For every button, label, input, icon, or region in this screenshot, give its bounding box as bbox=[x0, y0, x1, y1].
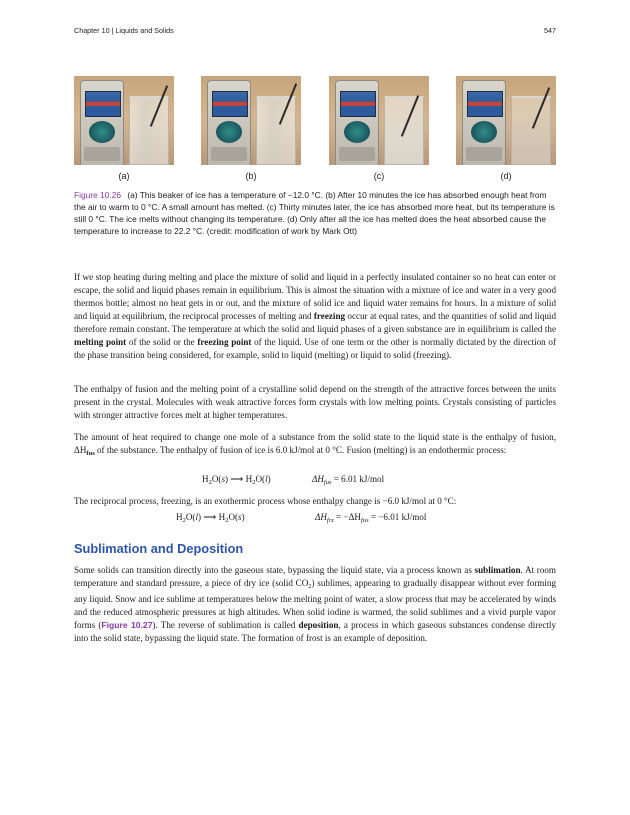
photo-panel-c bbox=[329, 76, 429, 165]
figure-caption-label: Figure 10.26 bbox=[74, 190, 122, 200]
reaction-arrow: ⟶ bbox=[203, 512, 217, 522]
term-sublimation: sublimation bbox=[474, 565, 521, 575]
temperature-meter bbox=[462, 80, 506, 165]
panel-label-b: (b) bbox=[245, 171, 257, 181]
term-freezing-point: freezing point bbox=[197, 337, 252, 347]
panel-label-a: (a) bbox=[118, 171, 130, 181]
paragraph-heat-required: The amount of heat required to change one mole of a substance from the solid state to the liquid state is the enthalpy of fusion, $\Delta H_{fus}$ of the substance. The enthalpy of fusion of ice is 6.0 kJ/mol at 0 °C. Fusion (melting) is an endothermic process: bbox=[74, 432, 556, 457]
beaker-ice bbox=[256, 96, 296, 165]
temperature-meter bbox=[207, 80, 251, 165]
paragraph-enthalpy-fusion: The enthalpy of fusion and the melting point of a crystalline solid depend on the strength of the attractive forces between the units present in the crystal. Molecules with weak attractive forces form crystals with low melting points. Crystals consisting of particles with stronger attractive forces melt at higher temperatures. bbox=[74, 384, 556, 420]
page-header bbox=[74, 26, 556, 35]
figure-link[interactable]: Figure 10.27 bbox=[101, 620, 153, 630]
temperature-meter bbox=[335, 80, 379, 165]
equation-freezing-enthalpy: $\Delta H_{frz} = -\Delta H_{fus} = -6.01$ kJ/mol bbox=[315, 512, 427, 524]
paragraph-freezing: The reciprocal process, freezing, is an exothermic process whose enthalpy change is −6.0 kJ/mol at 0 °C: bbox=[74, 496, 457, 506]
chapter-title: Chapter 10 | Liquids and Solids bbox=[74, 26, 174, 35]
page-number: 547 bbox=[544, 26, 556, 35]
paragraph-sublimation: Some solids can transition directly into the gaseous state, bypassing the liquid state, via a process known as sublimation. At room temperature and standard pressure, a piece of dry ice (solid $CO_2$) sublimes, appearing to gradually disappear without ever forming any liquid. Snow and ice sublime at temperatures below the melting point of water, a slow process that may be accelerated by winds and the reduced atmospheric pressures at high altitudes. When solid iodine is warmed, the solid sublimes and a vivid purple vapor forms (Figure 10.27). The reverse of sublimation is called deposition, a process in which gaseous substances condense directly into the solid state, bypassing the liquid state. The formation of frost is an example of deposition. bbox=[74, 565, 556, 643]
term-freezing: freezing bbox=[313, 311, 346, 321]
figure-photos bbox=[74, 76, 556, 166]
panel-label-c: (c) bbox=[373, 171, 385, 181]
reaction-arrow: ⟶ bbox=[230, 474, 244, 484]
photo-panel-a bbox=[74, 76, 174, 165]
figure-caption bbox=[74, 189, 556, 237]
photo-panel-b bbox=[201, 76, 301, 165]
temperature-meter bbox=[80, 80, 124, 165]
term-melting-point: melting point bbox=[74, 337, 127, 347]
panel-label-d: (d) bbox=[500, 171, 512, 181]
beaker-ice bbox=[129, 96, 169, 165]
photo-panel-d bbox=[456, 76, 556, 165]
term-deposition: deposition bbox=[298, 620, 339, 630]
equation-fusion-enthalpy: $\Delta H_{fus} = 6.01$ kJ/mol bbox=[312, 474, 385, 486]
beaker-water bbox=[511, 96, 551, 165]
paragraph-equilibrium: If we stop heating during melting and place the mixture of solid and liquid in a perfectly insulated container so no heat can enter or escape, the solid and liquid phases remain in equilibrium. This is almost the situation with a mixture of ice and water in a very good thermos bottle; almost no heat gets in or out, and the mixture of solid ice and liquid water remains for hours. In a mixture of solid and liquid at equilibrium, the reciprocal processes of melting and freezing occur at equal rates, and the quantities of solid and liquid therefore remain constant. The temperature at which the solid and liquid phases of a given substance are in equilibrium is called the melting point of the solid or the freezing point of the liquid. Use of one term or the other is normally dictated by the direction of the phase transition being considered, for example, solid to liquid (melting) or liquid to solid (freezing). bbox=[74, 272, 556, 360]
figure-caption-text: (a) This beaker of ice has a temperature of −12.0 °C. (b) After 10 minutes the ice has absorbed enough heat from the air to warm to 0 °C. A small amount has melted. (c) Thirty minutes later, the ice has absorbed more heat, but its temperature is still 0 °C. The ice melts without changing its temperature. (d) Only after all the ice has melted does the heat absorbed cause the temperature to increase to 22.2 °C. (credit: modification of work by Mark Ott) bbox=[74, 190, 555, 236]
section-heading: Sublimation and Deposition bbox=[74, 541, 244, 556]
equation-fusion-reaction: $H_2O(s)$ ⟶ $H_2O(l)$ bbox=[202, 474, 271, 486]
equation-freezing-reaction: $H_2O(l)$ ⟶ $H_2O(s)$ bbox=[176, 512, 245, 524]
